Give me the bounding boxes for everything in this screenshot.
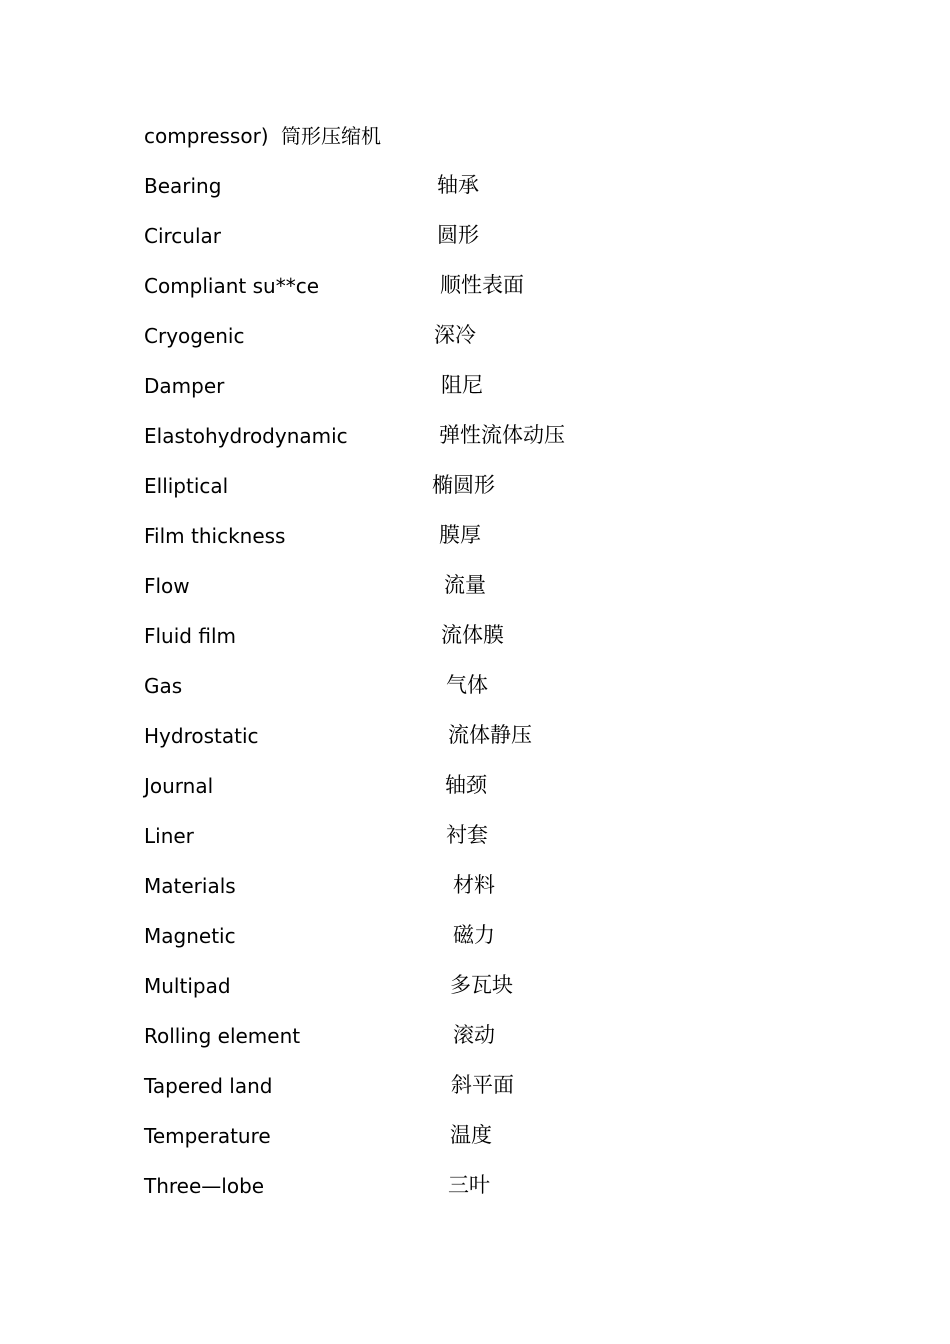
glossary-term: Elastohydrodynamic (144, 424, 348, 448)
glossary-row (0, 372, 950, 402)
glossary-translation: 深冷 (434, 323, 476, 347)
glossary-row (0, 772, 950, 802)
glossary-row (0, 172, 950, 202)
glossary-term: Elliptical (144, 474, 229, 498)
glossary-term: Magnetic (144, 924, 236, 948)
glossary-term: Cryogenic (144, 324, 245, 348)
glossary-translation: 椭圆形 (432, 473, 495, 497)
glossary-translation: 三叶 (448, 1173, 490, 1197)
glossary-term: Bearing (144, 174, 222, 198)
glossary-translation: 弹性流体动压 (439, 423, 565, 447)
glossary-translation: 流体膜 (441, 623, 504, 647)
glossary-term: Flow (144, 574, 190, 598)
glossary-row (0, 572, 950, 602)
glossary-row (0, 522, 950, 552)
glossary-row (0, 822, 950, 852)
glossary-row (0, 672, 950, 702)
glossary-translation: 多瓦块 (450, 973, 513, 997)
glossary-row (0, 972, 950, 1002)
glossary-translation: 气体 (446, 673, 488, 697)
glossary-row (0, 272, 950, 302)
glossary-term: Fluid film (144, 624, 236, 648)
glossary-row (0, 422, 950, 452)
glossary-term: Rolling element (144, 1024, 301, 1048)
glossary-row (0, 622, 950, 652)
glossary-row (0, 322, 950, 352)
glossary-translation: 温度 (450, 1123, 492, 1147)
glossary-term: Hydrostatic (144, 724, 259, 748)
continuation-translation: 筒形压缩机 (280, 124, 381, 148)
glossary-translation: 材料 (453, 873, 495, 897)
glossary-term: Circular (144, 224, 222, 248)
glossary-term: Tapered land (144, 1074, 273, 1098)
continuation-line (144, 122, 381, 150)
continuation-term: compressor) (144, 124, 269, 148)
glossary-term: Gas (144, 674, 183, 698)
glossary-term: Film thickness (144, 524, 286, 548)
glossary-term: Three—lobe (144, 1174, 265, 1198)
glossary-term: Damper (144, 374, 225, 398)
glossary-row (0, 922, 950, 952)
glossary-translation: 磁力 (453, 923, 495, 947)
glossary-translation: 轴颈 (445, 773, 487, 797)
glossary-translation: 阻尼 (441, 373, 483, 397)
glossary-translation: 滚动 (453, 1023, 495, 1047)
glossary-translation: 圆形 (437, 223, 479, 247)
glossary-row (0, 472, 950, 502)
glossary-term: Liner (144, 824, 194, 848)
glossary-row (0, 1122, 950, 1152)
glossary-row (0, 1172, 950, 1202)
glossary-translation: 斜平面 (451, 1073, 514, 1097)
glossary-translation: 轴承 (437, 173, 479, 197)
glossary-translation: 膜厚 (439, 523, 481, 547)
glossary-row (0, 1072, 950, 1102)
glossary-term: Journal (144, 774, 214, 798)
glossary-term: Materials (144, 874, 236, 898)
glossary-translation: 顺性表面 (440, 273, 524, 297)
glossary-row (0, 872, 950, 902)
glossary-translation: 流量 (444, 573, 486, 597)
glossary-term: Temperature (144, 1124, 271, 1148)
glossary-translation: 流体静压 (448, 723, 532, 747)
glossary-term: Compliant su**ce (144, 274, 320, 298)
glossary-row (0, 722, 950, 752)
glossary-translation: 衬套 (446, 823, 488, 847)
glossary-row (0, 1022, 950, 1052)
glossary-term: Multipad (144, 974, 231, 998)
glossary-row (0, 222, 950, 252)
